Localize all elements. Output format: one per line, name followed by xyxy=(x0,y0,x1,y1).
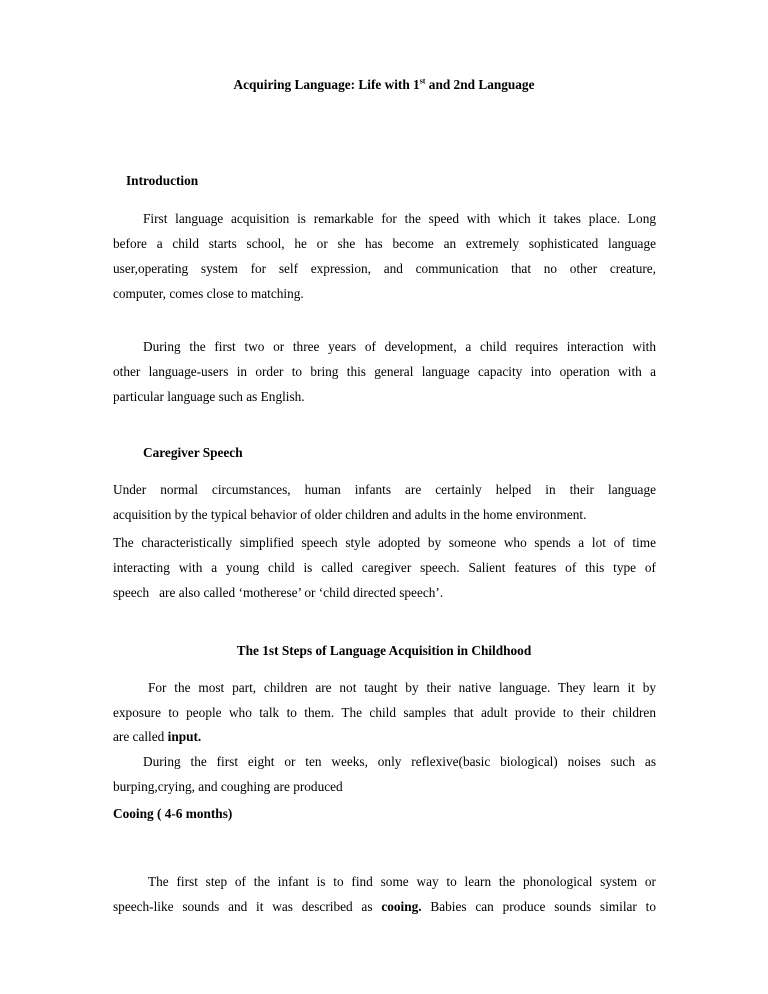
paragraph-line: First language acquisition is remarkable for the speed with which it takes place. Long xyxy=(143,211,656,226)
introduction-paragraph-2 xyxy=(113,334,656,409)
introduction-heading: Introduction xyxy=(126,173,199,188)
introduction-paragraph-1 xyxy=(113,206,656,306)
caregiver-speech-heading: Caregiver Speech xyxy=(143,445,243,460)
paragraph-line xyxy=(113,725,656,750)
paragraph-line: The first step of the infant is to find some way to learn the phonological system or xyxy=(148,874,656,889)
paragraph-line: During the first two or three years of development, a child requires interaction with xyxy=(143,339,656,354)
paragraph-line: speech are also called ‘motherese’ or ‘child directed speech’. xyxy=(113,585,444,600)
paragraph-line: before a child starts school, he or she has become an extremely sophisticated language xyxy=(113,236,656,251)
paragraph-line: other language-users in order to bring this general language capacity into operation with a xyxy=(113,364,656,379)
paragraph-line xyxy=(113,895,656,920)
paragraph-line: acquisition by the typical behavior of older children and adults in the home environment. xyxy=(113,507,587,522)
paragraph-text: speech-like sounds and it was described as xyxy=(113,898,382,914)
caregiver-paragraph-2 xyxy=(113,530,656,605)
cooing-paragraph-1 xyxy=(113,870,656,919)
paragraph-line: burping,crying, and coughing are produced xyxy=(113,779,343,794)
paragraph-line: For the most part, children are not taught by their native language. They learn it by xyxy=(148,680,656,695)
paragraph-line: particular language such as English. xyxy=(113,389,305,404)
paragraph-text: Babies can produce sounds similar to xyxy=(421,898,656,914)
document-title xyxy=(0,77,768,93)
paragraph-line: computer, comes close to matching. xyxy=(113,286,304,301)
cooing-heading: Cooing ( 4-6 months) xyxy=(113,806,233,821)
paragraph-line: Under normal circumstances, human infants are certainly helped in their language xyxy=(113,482,656,497)
paragraph-line: The characteristically simplified speech style adopted by someone who spends a lot of time xyxy=(113,535,656,550)
paragraph-line: interacting with a young child is called caregiver speech. Salient features of this type of xyxy=(113,560,656,575)
input-term: input. xyxy=(167,729,202,744)
title-text-end: and 2nd Language xyxy=(425,77,535,92)
paragraph-line: exposure to people who talk to them. The child samples that adult provide to their children xyxy=(113,704,656,720)
paragraph-line: user,operating system for self expression, and communication that no other creature, xyxy=(113,261,656,276)
cooing-term: cooing. xyxy=(381,898,422,914)
caregiver-paragraph-1 xyxy=(113,477,656,527)
paragraph-line: During the first eight or ten weeks, only reflexive(basic biological) noises such as xyxy=(143,754,656,769)
title-text-start: Acquiring Language: Life with 1 xyxy=(233,77,420,92)
first-steps-heading: The 1st Steps of Language Acquisition in Childhood xyxy=(236,643,532,658)
first-steps-paragraph-2 xyxy=(113,749,656,799)
first-steps-paragraph-1 xyxy=(113,676,656,750)
title-superscript: st xyxy=(419,76,426,86)
paragraph-text: are called xyxy=(113,729,168,744)
